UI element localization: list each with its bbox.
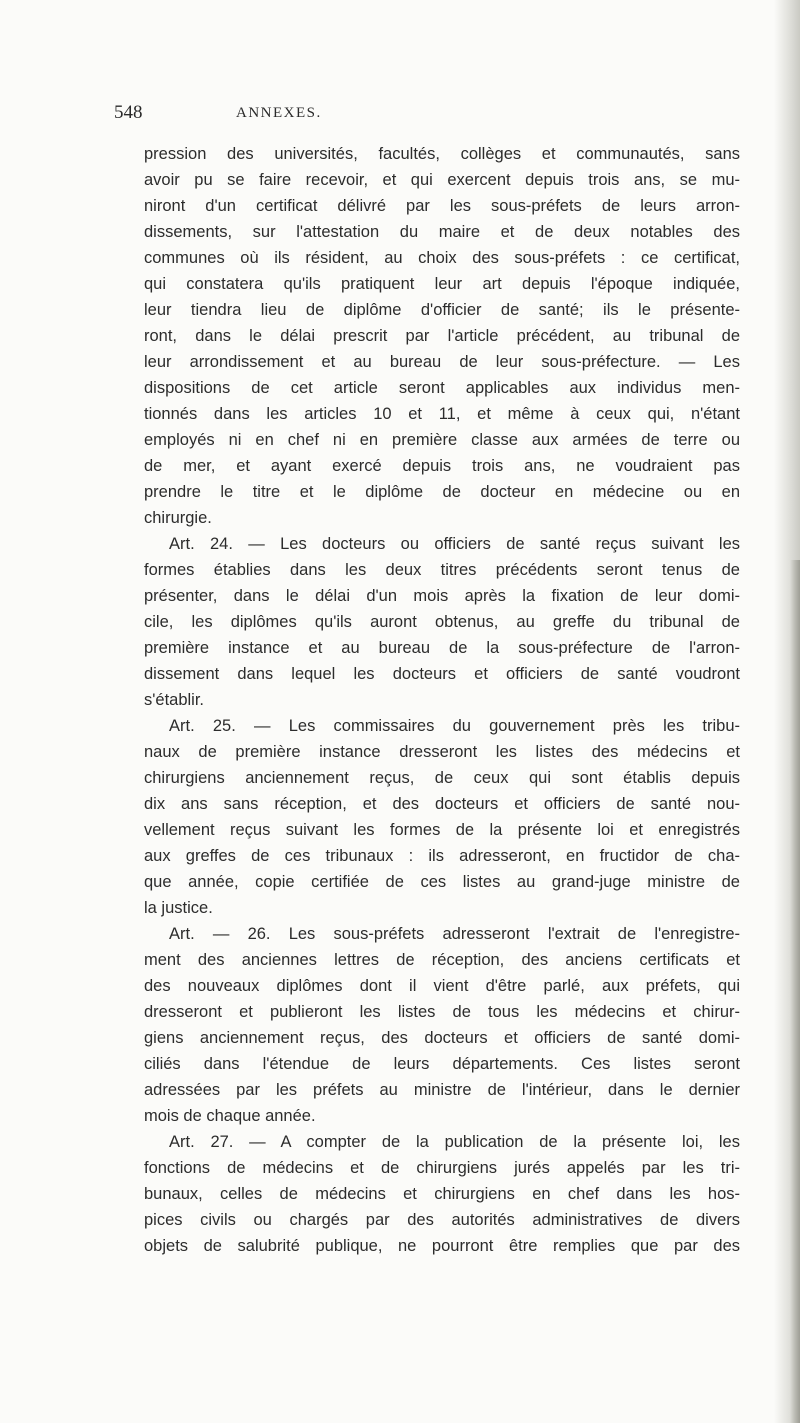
text-line: ment des anciennes lettres de réception, des anciens certificats et	[144, 951, 740, 969]
text-line: communes où ils résident, au choix des sous-préfets : ce certificat,	[144, 249, 740, 267]
text-line: niront d'un certificat délivré par les sous-préfets de leurs arron-	[144, 197, 740, 215]
text-line: Art. 25. — Les commissaires du gouvernement près les tribu-	[169, 717, 740, 735]
text-line: aux greffes de ces tribunaux : ils adresseront, en fructidor de cha-	[144, 847, 740, 865]
text-line: des nouveaux diplômes dont il vient d'être parlé, aux préfets, qui	[144, 977, 740, 995]
page-edge-dark	[790, 560, 800, 1423]
text-line: Art. — 26. Les sous-préfets adresseront l'extrait de l'enregistre-	[169, 925, 740, 943]
text-line: dix ans sans réception, et des docteurs et officiers de santé nou-	[144, 795, 740, 813]
text-line: dissement dans lequel les docteurs et officiers de santé voudront	[144, 665, 740, 683]
text-line: mois de chaque année.	[144, 1107, 316, 1125]
text-line: fonctions de médecins et de chirurgiens jurés appelés par les tri-	[144, 1159, 740, 1177]
page-number: 548	[114, 102, 143, 123]
text-line: adressées par les préfets au ministre de l'intérieur, dans le dernier	[144, 1081, 740, 1099]
text-line: formes établies dans les deux titres précédents seront tenus de	[144, 561, 740, 579]
text-line: leur arrondissement et au bureau de leur sous-préfecture. — Les	[144, 353, 740, 371]
text-line: qui constatera qu'ils pratiquent leur art depuis l'époque indiquée,	[144, 275, 740, 293]
text-line: chirurgiens anciennement reçus, de ceux qui sont établis depuis	[144, 769, 740, 787]
body-text	[144, 141, 740, 1259]
text-line: giens anciennement reçus, des docteurs et officiers de santé domi-	[144, 1029, 740, 1047]
text-line: pices civils ou chargés par des autorités administratives de divers	[144, 1211, 740, 1229]
text-line: ront, dans le délai prescrit par l'article précédent, au tribunal de	[144, 327, 740, 345]
text-line: tionnés dans les articles 10 et 11, et même à ceux qui, n'étant	[144, 405, 740, 423]
text-line: première instance et au bureau de la sous-préfecture de l'arron-	[144, 639, 740, 657]
text-line: dissements, sur l'attestation du maire et de deux notables des	[144, 223, 740, 241]
text-line: pression des universités, facultés, collèges et communautés, sans	[144, 145, 740, 163]
running-head	[114, 102, 734, 132]
text-line: cile, les diplômes qu'ils auront obtenus, au greffe du tribunal de	[144, 613, 740, 631]
text-line: présenter, dans le délai d'un mois après la fixation de leur domi-	[144, 587, 740, 605]
text-line: avoir pu se faire recevoir, et qui exercent depuis trois ans, se mu-	[144, 171, 740, 189]
text-line: objets de salubrité publique, ne pourront être remplies que par des	[144, 1237, 740, 1255]
text-line: ciliés dans l'étendue de leurs départements. Ces listes seront	[144, 1055, 740, 1073]
text-line: de mer, et ayant exercé depuis trois ans, ne voudraient pas	[144, 457, 740, 475]
text-line: dispositions de cet article seront applicables aux individus men-	[144, 379, 740, 397]
text-line: s'établir.	[144, 691, 205, 709]
text-line: chirurgie.	[144, 509, 212, 527]
text-line: vellement reçus suivant les formes de la présente loi et enregistrés	[144, 821, 740, 839]
text-line: prendre le titre et le diplôme de docteur en médecine ou en	[144, 483, 740, 501]
text-line: dresseront et publieront les listes de tous les médecins et chirur-	[144, 1003, 740, 1021]
text-line: naux de première instance dresseront les listes des médecins et	[144, 743, 740, 761]
section-title: ANNEXES.	[236, 105, 322, 121]
text-line: leur tiendra lieu de diplôme d'officier de santé; ils le présente-	[144, 301, 740, 319]
text-line: Art. 27. — A compter de la publication de la présente loi, les	[169, 1133, 740, 1151]
text-line: bunaux, celles de médecins et chirurgiens en chef dans les hos-	[144, 1185, 740, 1203]
text-line: employés ni en chef ni en première classe aux armées de terre ou	[144, 431, 740, 449]
text-line: que année, copie certifiée de ces listes au grand-juge ministre de	[144, 873, 740, 891]
text-line: la justice.	[144, 899, 213, 917]
text-line: Art. 24. — Les docteurs ou officiers de santé reçus suivant les	[169, 535, 740, 553]
